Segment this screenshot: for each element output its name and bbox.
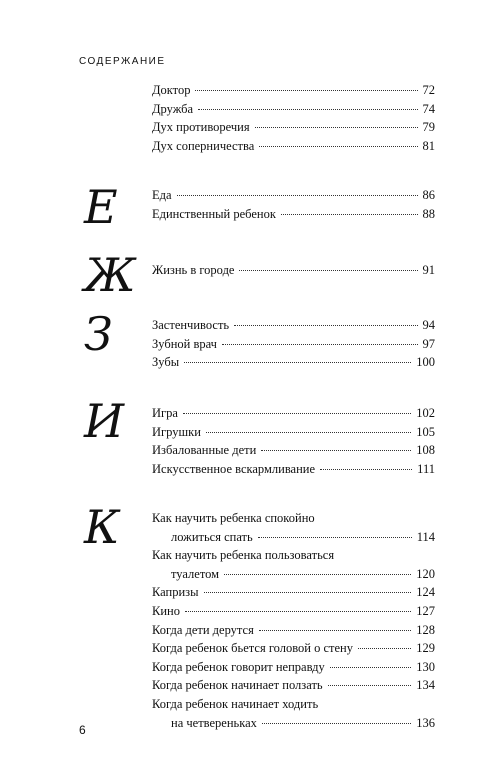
entry-title: Зубы [152, 355, 180, 370]
entry-page: 97 [422, 336, 435, 351]
toc-entry[interactable] [152, 602, 435, 621]
entry-title: Как научить ребенка спокойно [152, 511, 315, 525]
toc-entry[interactable] [152, 353, 435, 372]
entry-page: 72 [422, 83, 435, 97]
toc-entry[interactable] [152, 205, 435, 224]
section-letter: Ж [84, 248, 136, 302]
entry-title: Искусственное вскармливание [152, 461, 316, 476]
entry-page: 128 [416, 622, 435, 637]
entry-title: Избалованные дети [152, 443, 257, 458]
dot-leader [320, 469, 412, 470]
dot-leader [224, 574, 411, 575]
dot-leader [259, 630, 411, 631]
toc-entry[interactable] [152, 137, 435, 156]
entry-page: 130 [416, 659, 435, 674]
running-head: СОДЕРЖАНИЕ [79, 56, 166, 67]
entry-page: 134 [416, 678, 435, 693]
dot-leader [281, 214, 418, 215]
entry-title: Когда дети дерутся [152, 622, 254, 637]
dot-leader [206, 432, 411, 433]
dot-leader [330, 667, 411, 668]
dot-leader [239, 270, 417, 271]
page-number: 6 [79, 723, 86, 737]
toc-entry[interactable] [152, 695, 435, 732]
entry-title: Зубной врач [152, 336, 217, 351]
entry-page: 129 [416, 641, 435, 656]
dot-leader [183, 413, 411, 414]
toc-entry[interactable] [152, 261, 435, 280]
entry-page: 79 [422, 120, 435, 135]
entry-page: 100 [416, 355, 435, 370]
dot-leader [204, 592, 412, 593]
entry-title: Игра [152, 406, 178, 420]
entry-title: Когда ребенок начинает ползать [152, 678, 323, 693]
entry-title: Капризы [152, 585, 199, 600]
entry-page: 136 [416, 715, 435, 730]
entry-title: Как научить ребенка пользоваться [152, 548, 335, 563]
toc-entry[interactable] [152, 509, 435, 546]
toc-entries [152, 186, 435, 223]
toc-entry[interactable] [152, 335, 435, 354]
toc-entries [152, 261, 435, 280]
dot-leader [258, 537, 412, 538]
entry-title: Доктор [152, 83, 191, 97]
toc-entry[interactable] [152, 404, 435, 423]
entry-page: 105 [416, 424, 435, 439]
toc-entry[interactable] [152, 316, 435, 335]
toc-entry[interactable] [152, 100, 435, 119]
entry-title: Единственный ребенок [152, 206, 276, 221]
entry-title: Дух противоречия [152, 120, 250, 135]
entry-title: Застенчивость [152, 318, 230, 332]
entry-title: Когда ребенок бьется головой о стену [152, 641, 353, 656]
section-letter: Е [84, 180, 118, 234]
toc-entry[interactable] [152, 423, 435, 442]
dot-leader [198, 109, 417, 110]
toc-entry[interactable] [152, 118, 435, 137]
entry-title: Дух соперничества [152, 138, 255, 153]
toc-entry[interactable] [152, 186, 435, 205]
entry-page: 120 [416, 566, 435, 581]
entry-page: 81 [422, 138, 435, 153]
entry-page: 124 [416, 585, 435, 600]
toc-entry[interactable] [152, 441, 435, 460]
entry-title: Кино [152, 603, 180, 618]
entry-page: 94 [422, 318, 435, 332]
dot-leader [177, 195, 418, 196]
entry-title: Когда ребенок начинает ходить [152, 696, 319, 711]
entry-title: Жизнь в городе [152, 263, 235, 277]
entry-page: 114 [416, 529, 435, 544]
toc-entry[interactable] [152, 658, 435, 677]
section-letter: К [84, 500, 120, 554]
toc-entries [152, 316, 435, 372]
entry-page: 91 [422, 263, 435, 277]
entry-page: 86 [422, 188, 435, 202]
entry-title: Дружба [152, 101, 194, 116]
section-letter: И [84, 394, 125, 448]
toc-entry[interactable] [152, 676, 435, 695]
entry-page: 108 [416, 443, 435, 458]
toc-entries [152, 404, 435, 478]
entry-page: 111 [417, 461, 435, 476]
entry-title: Игрушки [152, 424, 201, 439]
entry-title-cont: туалетом [171, 566, 220, 581]
dot-leader [262, 723, 411, 724]
entry-page: 88 [422, 206, 435, 221]
dot-leader [358, 648, 411, 649]
toc-entries [152, 81, 435, 155]
entry-title: Еда [152, 188, 172, 202]
entry-page: 127 [416, 603, 435, 618]
entry-title-cont: ложиться спать [171, 529, 253, 544]
dot-leader [222, 344, 418, 345]
dot-leader [234, 325, 417, 326]
dot-leader [184, 362, 411, 363]
toc-entry[interactable] [152, 583, 435, 602]
toc-entry[interactable] [152, 639, 435, 658]
dot-leader [328, 685, 412, 686]
toc-entry[interactable] [152, 546, 435, 583]
dot-leader [185, 611, 411, 612]
section-letter: З [84, 307, 113, 361]
dot-leader [259, 146, 417, 147]
toc-entry[interactable] [152, 621, 435, 640]
dot-leader [255, 127, 418, 128]
entry-page: 102 [416, 406, 435, 420]
toc-entries [152, 509, 435, 732]
entry-title-cont: на четвереньках [171, 715, 257, 730]
entry-title: Когда ребенок говорит неправду [152, 659, 325, 674]
entry-page: 74 [422, 101, 435, 116]
toc-entry[interactable] [152, 460, 435, 479]
dot-leader [261, 450, 411, 451]
toc-entry[interactable] [152, 81, 435, 100]
dot-leader [195, 90, 417, 91]
